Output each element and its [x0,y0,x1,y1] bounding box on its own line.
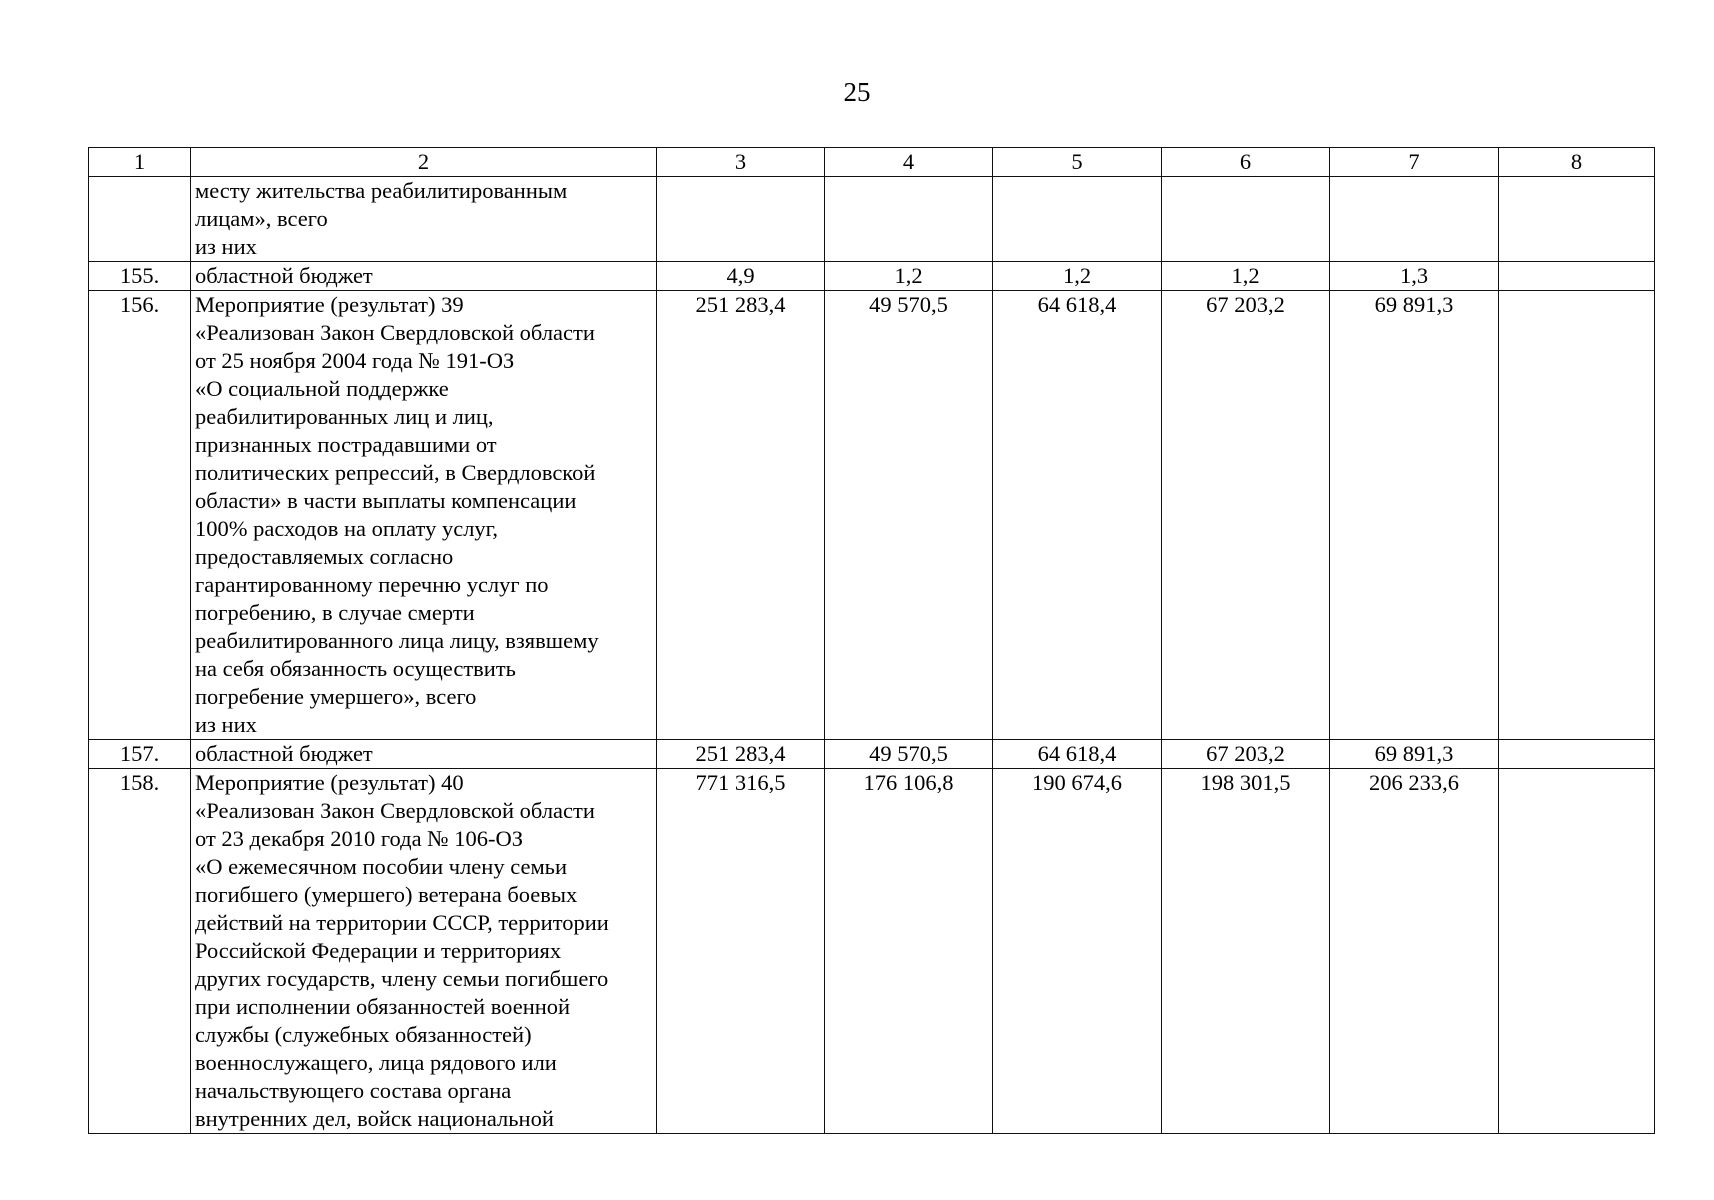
budget-table [88,147,1655,1134]
cell-col-4: 49 570,5 [825,740,993,769]
cell-col-7: 1,3 [1330,262,1499,291]
row-number: 156. [89,291,191,740]
cell-col-6: 67 203,2 [1162,740,1330,769]
header-row [89,148,1655,177]
cell-col-7: 69 891,3 [1330,291,1499,740]
table-row [89,291,1655,740]
cell-col-6 [1162,177,1330,262]
cell-col-7 [1330,177,1499,262]
column-header-1: 1 [89,148,191,177]
row-description: месту жительства реабилитированным лицам», всего из них [191,177,657,262]
cell-col-8 [1499,740,1655,769]
cell-col-5 [993,177,1162,262]
row-number: 157. [89,740,191,769]
cell-col-8 [1499,291,1655,740]
row-number [89,177,191,262]
table-row [89,177,1655,262]
table-row [89,740,1655,769]
cell-col-4: 49 570,5 [825,291,993,740]
cell-col-3: 251 283,4 [657,291,825,740]
cell-col-7: 206 233,6 [1330,769,1499,1134]
row-description: областной бюджет [191,262,657,291]
cell-col-3: 4,9 [657,262,825,291]
column-header-7: 7 [1330,148,1499,177]
cell-col-3: 771 316,5 [657,769,825,1134]
cell-col-3 [657,177,825,262]
row-description: Мероприятие (результат) 39 «Реализован Закон Свердловской области от 25 ноября 2004 года № 191-ОЗ «О социальной поддержке реабилитированных лиц и лиц, признанных пострадавшими от политических репрессий, в Свердловской области» в части выплаты компенсации 100% расходов на оплату услуг, предоставляемых согласно гарантированному перечню услуг по погребению, в случае смерти реабилитированного лица лицу, взявшему на себя обязанность осуществить погребение умершего», всего из них [191,291,657,740]
page-number: 25 [843,77,871,107]
cell-col-6: 1,2 [1162,262,1330,291]
cell-col-7: 69 891,3 [1330,740,1499,769]
cell-col-3: 251 283,4 [657,740,825,769]
cell-col-8 [1499,262,1655,291]
cell-col-5: 1,2 [993,262,1162,291]
row-number: 158. [89,769,191,1134]
cell-col-8 [1499,177,1655,262]
cell-col-8 [1499,769,1655,1134]
column-header-3: 3 [657,148,825,177]
column-header-5: 5 [993,148,1162,177]
row-description: Мероприятие (результат) 40 «Реализован Закон Свердловской области от 23 декабря 2010 года № 106-ОЗ «О ежемесячном пособии члену семьи погибшего (умершего) ветерана боевых действий на территории СССР, территории Российской Федерации и территориях других государств, члену семьи погибшего при исполнении обязанностей военной службы (служебных обязанностей) военнослужащего, лица рядового или начальствующего состава органа внутренних дел, войск национальной [191,769,657,1134]
cell-col-6: 67 203,2 [1162,291,1330,740]
row-number: 155. [89,262,191,291]
column-header-6: 6 [1162,148,1330,177]
column-header-2: 2 [191,148,657,177]
column-header-4: 4 [825,148,993,177]
cell-col-4: 1,2 [825,262,993,291]
cell-col-4: 176 106,8 [825,769,993,1134]
cell-col-5: 190 674,6 [993,769,1162,1134]
cell-col-6: 198 301,5 [1162,769,1330,1134]
table-row [89,262,1655,291]
cell-col-4 [825,177,993,262]
column-header-8: 8 [1499,148,1655,177]
table-row [89,769,1655,1134]
row-description: областной бюджет [191,740,657,769]
cell-col-5: 64 618,4 [993,291,1162,740]
cell-col-5: 64 618,4 [993,740,1162,769]
